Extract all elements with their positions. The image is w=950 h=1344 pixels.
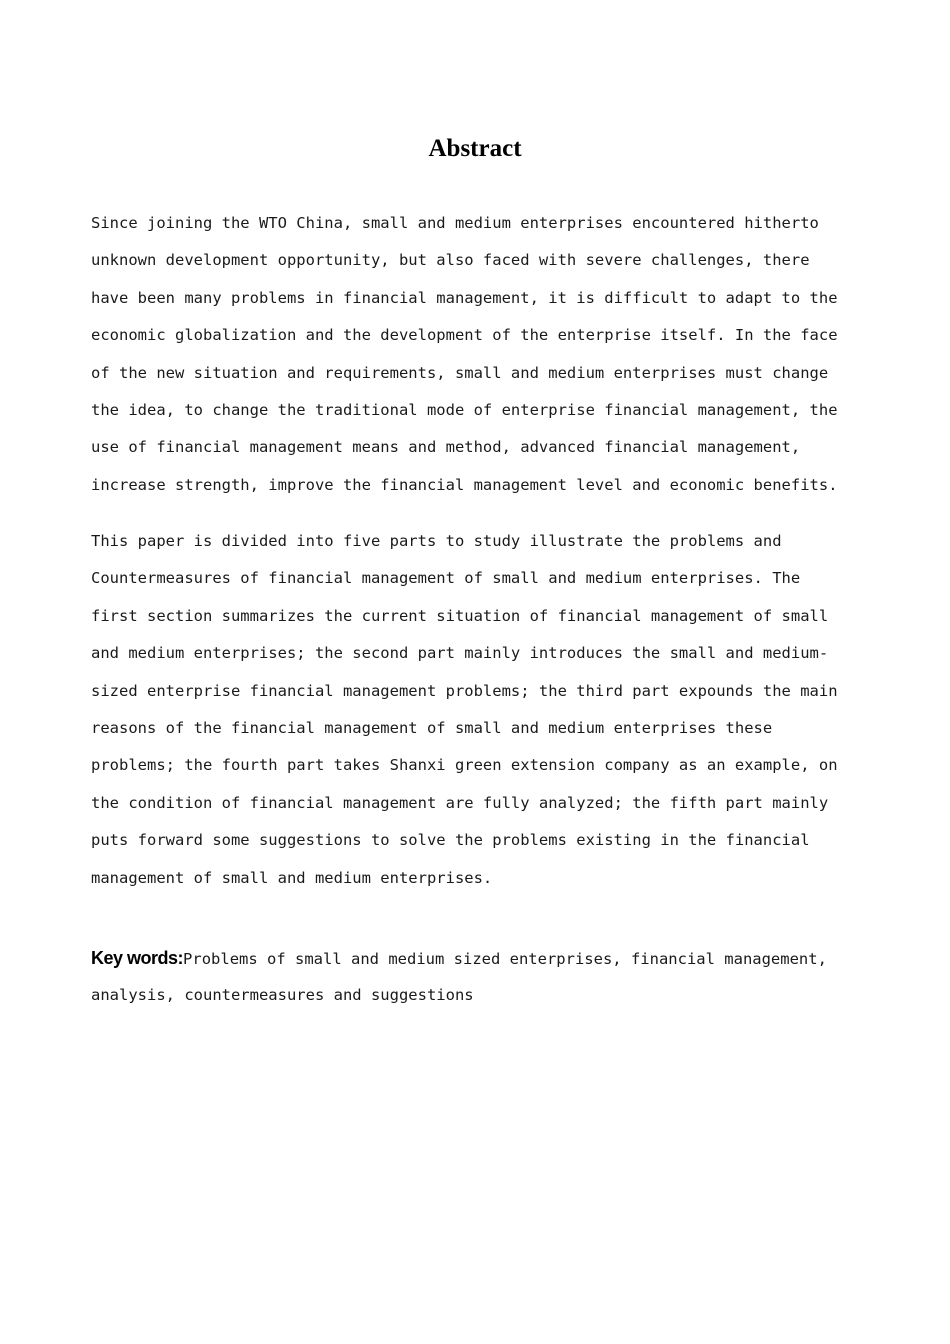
paragraph-line: sized enterprise financial management problems; the third part expounds the main	[91, 681, 838, 700]
abstract-paragraph-2	[91, 523, 869, 897]
paragraph-line: reasons of the financial management of small and medium enterprises these	[91, 718, 773, 737]
paragraph-line: and medium enterprises; the second part mainly introduces the small and medium-	[91, 644, 829, 663]
paragraph-line: use of financial management means and method, advanced financial management,	[91, 438, 801, 457]
abstract-title: Abstract	[428, 135, 522, 162]
paragraph-line: increase strength, improve the financial management level and economic benefits.	[91, 475, 838, 494]
paragraph-line: the condition of financial management are fully analyzed; the fifth part mainly	[91, 793, 829, 812]
keywords-section	[91, 940, 869, 1015]
paragraph-line: puts forward some suggestions to solve the problems existing in the financial	[91, 831, 810, 850]
paragraph-line: first section summarizes the current situation of financial management of small	[91, 606, 829, 625]
paragraph-line: management of small and medium enterprises.	[91, 868, 493, 887]
paragraph-line: This paper is divided into five parts to study illustrate the problems and	[91, 532, 782, 550]
keywords-text: Problems of small and medium sized enterprises, financial management,	[183, 950, 827, 968]
paragraph-line: of the new situation and requirements, small and medium enterprises must change	[91, 363, 829, 382]
paragraph-line: the idea, to change the traditional mode of enterprise financial management, the	[91, 400, 838, 419]
paragraph-line: Countermeasures of financial management of small and medium enterprises. The	[91, 569, 801, 588]
paragraph-line: economic globalization and the development of the enterprise itself. In the face	[91, 326, 838, 345]
paragraph-line: problems; the fourth part takes Shanxi green extension company as an example, on	[91, 756, 838, 775]
keywords-line-1	[91, 940, 869, 977]
abstract-paragraph-1	[91, 205, 869, 504]
keywords-line-2: analysis, countermeasures and suggestions	[91, 986, 474, 1005]
paragraph-line: have been many problems in financial management, it is difficult to adapt to the	[91, 288, 838, 307]
keywords-label: Key words:	[91, 948, 184, 968]
paragraph-line: unknown development opportunity, but also faced with severe challenges, there	[91, 251, 810, 270]
paragraph-line: Since joining the WTO China, small and medium enterprises encountered hitherto	[91, 214, 819, 232]
